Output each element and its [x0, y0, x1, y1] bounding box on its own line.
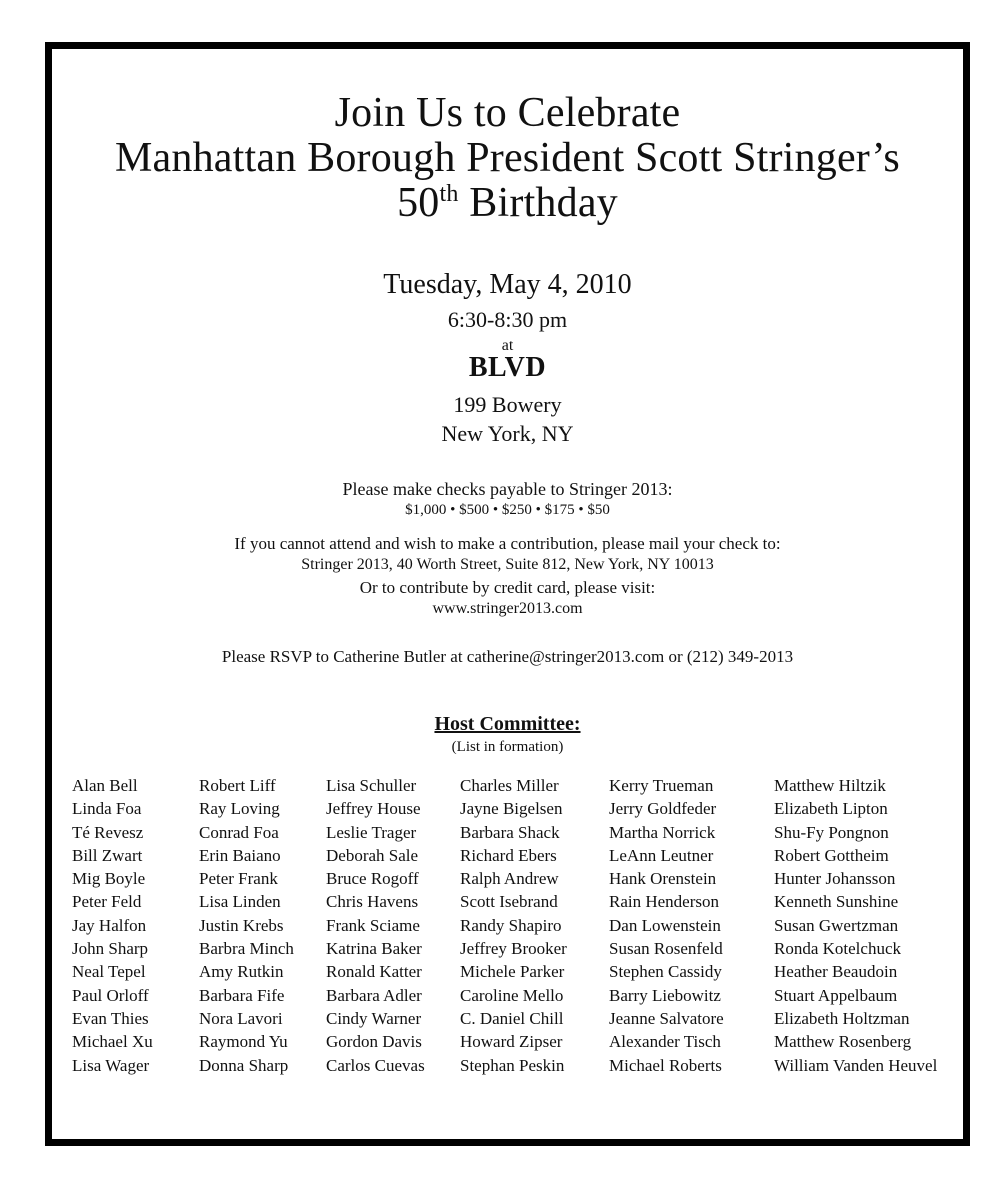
committee-member: Alexander Tisch [609, 1032, 721, 1052]
committee-member: Stuart Appelbaum [774, 985, 898, 1005]
birthday-word: Birthday [469, 180, 618, 226]
invitation-border [45, 42, 970, 1146]
committee-member: Barbara Adler [326, 985, 422, 1005]
committee-member: Randy Shapiro [460, 915, 562, 935]
committee-member: Carlos Cuevas [326, 1055, 425, 1075]
committee-member: Kerry Trueman [609, 776, 714, 795]
committee-member: Elizabeth Holtzman [774, 1008, 910, 1028]
committee-member: Peter Feld [72, 892, 142, 912]
committee-member: Dan Lowenstein [609, 915, 721, 935]
committee-member: Lisa Schuller [326, 776, 417, 795]
committee-member: Barry Liebowitz [609, 985, 721, 1005]
committee-member: Martha Norrick [609, 822, 716, 842]
committee-member: Kenneth Sunshine [774, 892, 899, 912]
committee-member: Evan Thies [72, 1008, 149, 1028]
committee-member: Barbra Minch [199, 939, 294, 959]
committee-member: Leslie Trager [326, 822, 417, 842]
venue-address-line-1: 199 Bowery [453, 392, 562, 417]
committee-member: Donna Sharp [199, 1055, 289, 1075]
committee-member: Caroline Mello [460, 985, 564, 1005]
committee-member: Michele Parker [460, 962, 565, 982]
host-committee-heading: Host Committee: [434, 713, 581, 735]
committee-member: Michael Roberts [609, 1055, 722, 1075]
title-line-3 [52, 181, 963, 225]
committee-member: Alan Bell [72, 776, 138, 795]
title-line-2: Manhattan Borough President Scott Stringer’s [115, 135, 900, 181]
committee-column-2 [199, 774, 294, 1077]
committee-member: Jeffrey House [326, 799, 421, 819]
committee-member: Mig Boyle [72, 869, 146, 889]
venue-name: BLVD [468, 352, 547, 383]
committee-member: Conrad Foa [199, 822, 279, 842]
committee-member: Gordon Davis [326, 1032, 422, 1052]
committee-member: Scott Isebrand [460, 892, 558, 912]
committee-member: Bruce Rogoff [326, 869, 419, 889]
birthday-number: 50 [397, 180, 440, 226]
committee-member: Heather Beaudoin [774, 962, 898, 982]
committee-member: Katrina Baker [326, 939, 422, 959]
committee-member: Ronda Kotelchuck [774, 939, 901, 959]
committee-member: Susan Rosenfeld [609, 939, 723, 959]
committee-member: Robert Gottheim [774, 845, 889, 865]
rsvp-text: Please RSVP to Catherine Butler at catherine@stringer2013.com or (212) 349-2013 [221, 647, 794, 666]
credit-card-instructions: Or to contribute by credit card, please visit: [359, 578, 656, 597]
checks-payable-text: Please make checks payable to Stringer 2013: [342, 479, 673, 499]
venue-address-line-2: New York, NY [441, 421, 574, 446]
committee-member: Lisa Wager [72, 1055, 150, 1075]
website-link[interactable]: www.stringer2013.com [432, 600, 583, 617]
event-date: Tuesday, May 4, 2010 [383, 269, 632, 300]
committee-member: Justin Krebs [199, 915, 284, 935]
committee-member: William Vanden Heuvel [774, 1055, 938, 1075]
committee-member: Erin Baiano [199, 845, 281, 865]
committee-member: Rain Henderson [609, 892, 720, 912]
committee-member: Susan Gwertzman [774, 915, 899, 935]
committee-member: Neal Tepel [72, 962, 146, 982]
committee-member: Jeffrey Brooker [460, 939, 567, 959]
committee-column-6 [774, 774, 937, 1077]
committee-member: Stephen Cassidy [609, 962, 722, 982]
committee-member: Shu-Fy Pongnon [774, 822, 889, 842]
committee-member: Peter Frank [199, 869, 278, 889]
committee-member: C. Daniel Chill [460, 1008, 564, 1028]
committee-member: Jerry Goldfeder [609, 799, 717, 819]
committee-member: Robert Liff [199, 776, 276, 795]
title-line-1: Join Us to Celebrate [334, 90, 681, 136]
committee-member: Howard Zipser [460, 1032, 563, 1052]
mailing-address: Stringer 2013, 40 Worth Street, Suite 812, New York, NY 10013 [301, 556, 714, 573]
committee-member: Hunter Johansson [774, 869, 896, 889]
contribution-amounts: $1,000 • $500 • $250 • $175 • $50 [405, 502, 610, 518]
host-committee-title [52, 713, 963, 736]
committee-member: Barbara Shack [460, 822, 560, 842]
committee-member: Chris Havens [326, 892, 419, 912]
committee-member: Charles Miller [460, 776, 559, 795]
committee-member: Ralph Andrew [460, 869, 559, 889]
committee-member: Frank Sciame [326, 915, 420, 935]
committee-member: Raymond Yu [199, 1032, 288, 1052]
committee-member: Michael Xu [72, 1032, 153, 1052]
committee-member: Linda Foa [72, 799, 142, 819]
committee-member: Barbara Fife [199, 985, 285, 1005]
committee-member: Jay Halfon [72, 915, 147, 935]
mail-instructions: If you cannot attend and wish to make a contribution, please mail your check to: [234, 534, 781, 553]
committee-member: Cindy Warner [326, 1008, 422, 1028]
host-committee-note: (List in formation) [451, 739, 564, 755]
committee-member: Jeanne Salvatore [609, 1008, 724, 1028]
committee-column-1 [72, 774, 153, 1077]
committee-member: LeAnn Leutner [609, 845, 714, 865]
committee-member: Jayne Bigelsen [460, 799, 563, 819]
committee-column-3 [326, 774, 425, 1077]
birthday-suffix: th [439, 181, 459, 207]
committee-member: Deborah Sale [326, 845, 419, 865]
committee-member: Lisa Linden [199, 892, 281, 912]
committee-member: Amy Rutkin [199, 962, 284, 982]
committee-member: Stephan Peskin [460, 1055, 565, 1075]
committee-member: Richard Ebers [460, 845, 557, 865]
committee-member: Bill Zwart [72, 845, 143, 865]
committee-member: Matthew Rosenberg [774, 1032, 912, 1052]
committee-member: Hank Orenstein [609, 869, 717, 889]
committee-member: John Sharp [72, 939, 149, 959]
committee-member: Elizabeth Lipton [774, 799, 888, 819]
committee-member: Ronald Katter [326, 962, 422, 982]
committee-column-4 [460, 774, 567, 1077]
committee-member: Té Revesz [72, 822, 144, 842]
committee-member: Paul Orloff [72, 985, 149, 1005]
event-time: 6:30-8:30 pm [447, 307, 568, 332]
committee-member: Matthew Hiltzik [774, 776, 886, 795]
committee-member: Ray Loving [199, 799, 280, 819]
committee-column-5 [609, 774, 724, 1077]
event-at: at [501, 337, 514, 354]
committee-member: Nora Lavori [199, 1008, 283, 1028]
